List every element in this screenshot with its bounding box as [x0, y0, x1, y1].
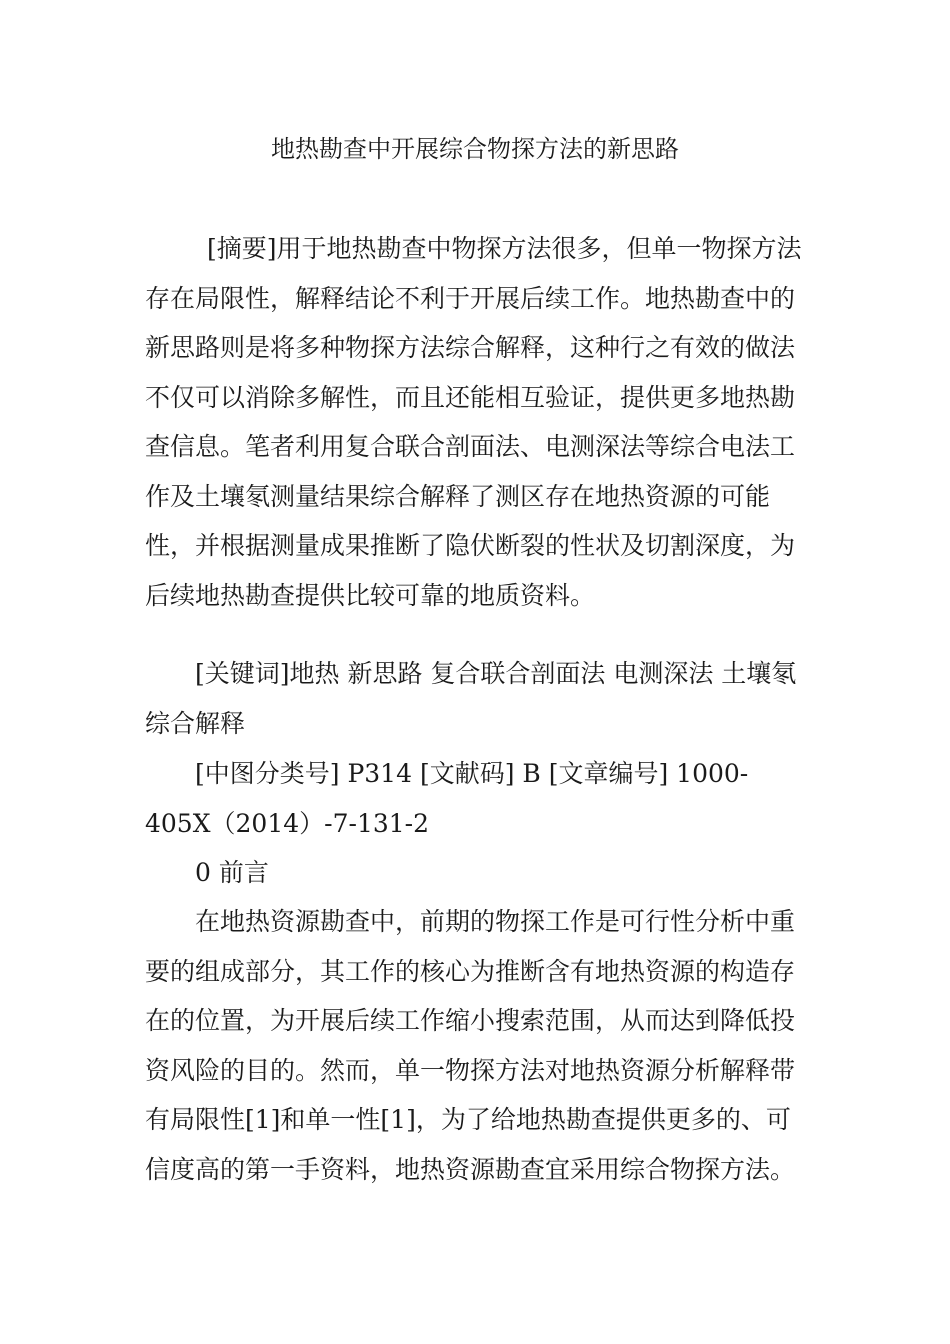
keywords-paragraph: [关键词]地热 新思路 复合联合剖面法 电测深法 土壤氡综合解释	[145, 659, 797, 738]
abstract-paragraph: [摘要]用于地热勘查中物探方法很多，但单一物探方法存在局限性，解释结论不利于开展后续工作。地热勘查中的新思路则是将多种物探方法综合解释，这种行之有效的做法不仅可以消除多解性，而且还能相互验证，提供更多地热勘查信息。笔者利用复合联合剖面法、电测深法等综合电法工作及土壤氡测量结果综合解释了测区存在地热资源的可能性，并根据测量成果推断了隐伏断裂的性状及切割深度，为后续地热勘查提供比较可靠的地质资料。	[145, 234, 802, 610]
intro-paragraph: 在地热资源勘查中，前期的物探工作是可行性分析中重要的组成部分，其工作的核心为推断含有地热资源的构造存在的位置，为开展后续工作缩小搜索范围，从而达到降低投资风险的目的。然而，单一物探方法对地热资源分析解释带有局限性[1]和单一性[1]，为了给地热勘查提供更多的、可信度高的第一手资料，地热资源勘查宜采用综合物探方法。	[145, 907, 796, 1184]
classification-paragraph: [中图分类号] P314 [文献码] B [文章编号] 1000-405X（2014）-7-131-2	[145, 759, 749, 838]
section-heading: 0 前言	[195, 858, 269, 887]
document-title: 地热勘查中开展综合物探方法的新思路	[271, 135, 679, 163]
